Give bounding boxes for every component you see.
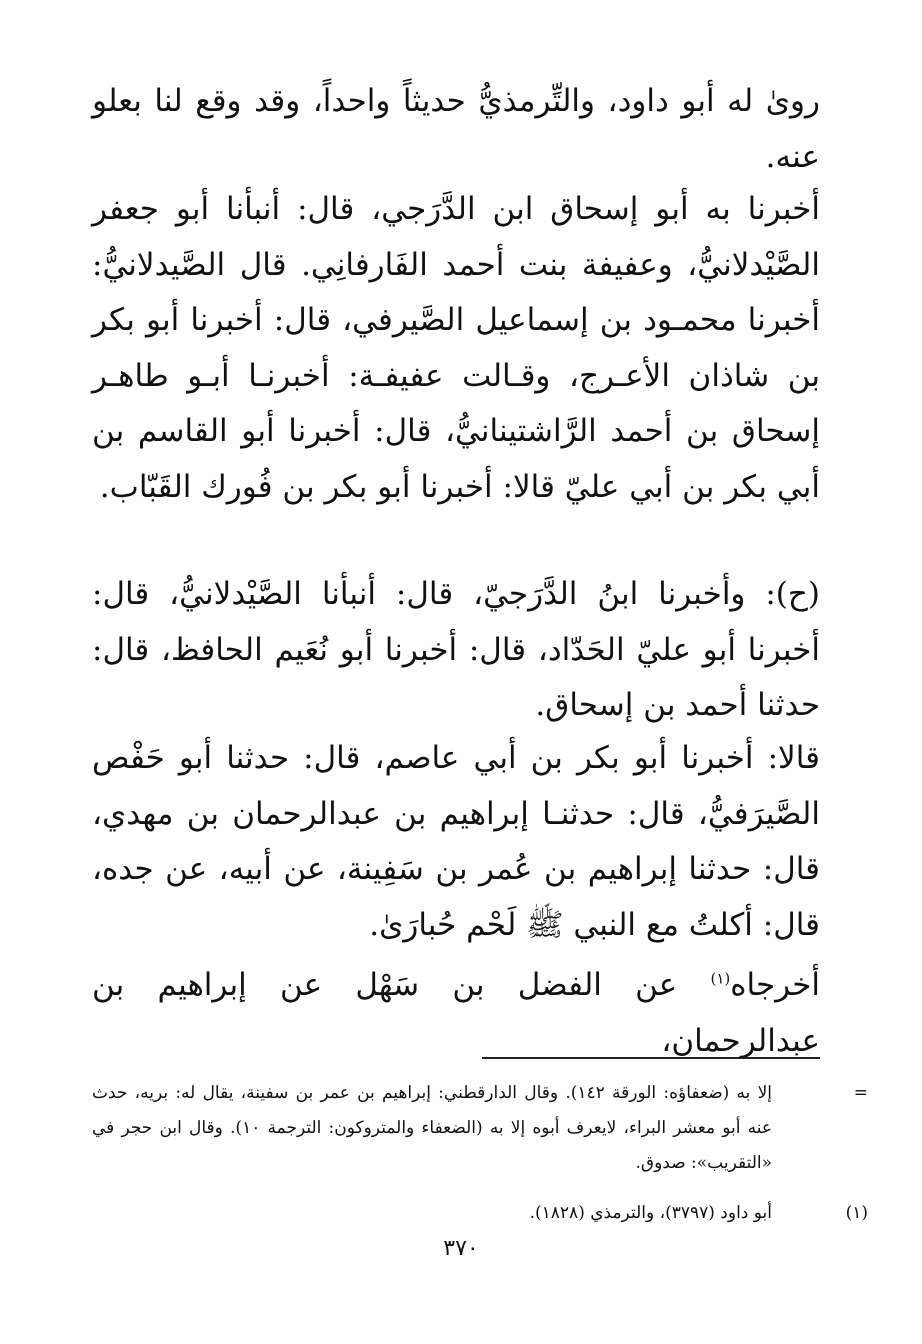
footnote-1: [92, 1196, 868, 1231]
footnote-reference: (١): [710, 969, 731, 988]
footnote-continuation: [92, 1076, 868, 1181]
paragraph-hadith-text: قالا: أخبرنا أبو بكر بن أبي عاصم، قال: حدثنا أبو حَفْص الصَّيرَفيُّ، قال: حدثنـا إبراهيم بن عبدالرحمان بن مهدي، قال: حدثنا إبراهيم بن عُمر بن سَفِينة، عن أبيه، عن جده، قال: أكلتُ مع النبي ﷺ لَحْم حُبارَىٰ.: [92, 740, 820, 943]
paragraph-narration: روىٰ له أبو داود، والتِّرمذيُّ حديثاً واحداً، وقد وقع لنا بعلو عنه.: [92, 83, 820, 175]
footnote-continuation-mark: =: [853, 1083, 868, 1103]
paragraph-isnad-second: (ح): وأخبرنا ابنُ الدَّرَجيّ، قال: أنبأنا الصَّيْدلانيُّ، قال: أخبرنا أبو عليّ الحَدّاد، قال: أخبرنا أبو نُعَيم الحافظ، قال: حدثنا أحمد بن إسحاق.: [92, 576, 820, 723]
footnote-1-text: أبو داود (٣٧٩٧)، والترمذي (١٨٢٨).: [529, 1203, 772, 1223]
footnote-continuation-text: إلا به (ضعفاؤه: الورقة ١٤٢). وقال الدارقطني: إبراهيم بن عمر بن سفينة، يقال له: بريه، حدث عنه أبو معشر البراء، لايعرف أبوه إلا به (الضعفاء والمتروكون: الترجمة ١٠). وقال ابن حجر في «التقريب»: صدوق.: [92, 1083, 773, 1173]
paragraph-takhrij: [92, 958, 820, 1069]
footnote-1-mark: (١): [845, 1203, 868, 1223]
paragraph-isnad-first: أخبرنا به أبو إسحاق ابن الدَّرَجي، قال: أنبأنا أبو جعفر الصَّيْدلانيُّ، وعفيفة بنت أحمد الفَارفانِي. قال الصَّيدلانيُّ: أخبرنا محمـود بن إسماعيل الصَّيرفي، قال: أخبرنا أبو بكر بن شاذان الأعـرج، وقـالت عفيفـة: أخبرنـا أبـو طاهـر إسحاق بن أحمد الرَّاشتينانيُّ، قال: أخبرنا أبو القاسم بن أبي بكر بن أبي عليّ قالا: أخبرنا أبو بكر بن فُورك القَبّاب.: [92, 191, 820, 505]
page-number: ٣٧٠: [443, 1236, 479, 1261]
takhrij-rest: عن الفضل بن سَهْل عن إبراهيم بن عبدالرحمان،: [92, 967, 820, 1059]
footnote-separator: [482, 1057, 820, 1059]
takhrij-lead: أخرجاه: [730, 967, 820, 1003]
